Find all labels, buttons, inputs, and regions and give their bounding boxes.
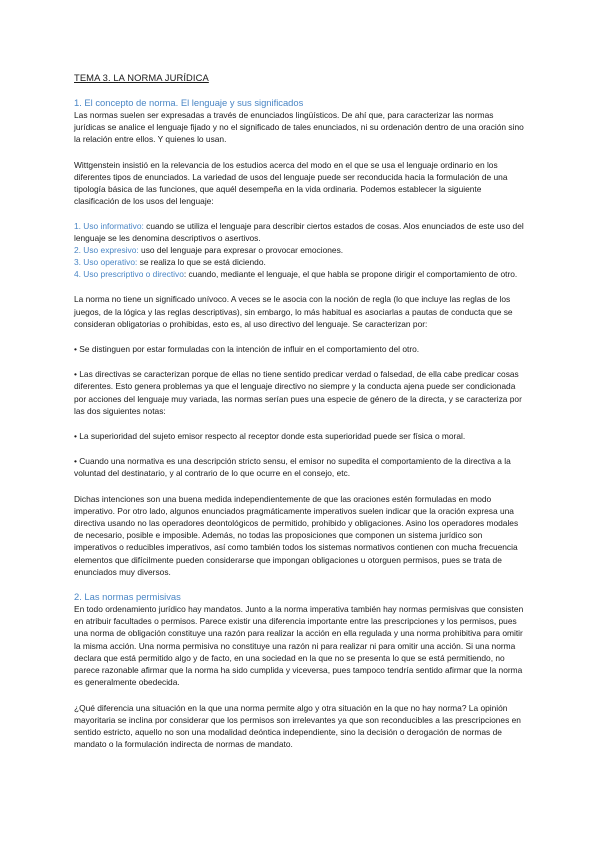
paragraph: En todo ordenamiento jurídico hay mandatos. Junto a la norma imperativa también hay normas permisivas que consisten en atribuir facultades o permisos. Parece existir una diferencia importante entre las prescripciones y los permisos, pues una norma de obligación constituye una razón para realizar la acción en ella regulada y una norma prohibitiva para omitir la misma acción. Una norma permisiva no constituye una razón ni para realizar ni para omitir una acción. Si una norma declara que está permitido algo y de facto, en una sociedad en la que no se presenta lo que se está permitiendo, no parece razonable afirmar que la norma ha sido cumplida y viceversa, pues tampoco tendría sentido afirmar que la norma es generalmente obedecida. — [74, 604, 524, 688]
bullet-item: • Cuando una normativa es una descripción stricto sensu, el emisor no supedita el comportamiento de la directiva a la voluntad del destinatario, y al contrario de lo que ocurre en el consejo, etc. — [74, 456, 511, 479]
section-2-heading: 2. Las normas permisivas — [74, 591, 181, 603]
use-text: : cuando, mediante el lenguaje, el que habla se propone dirigir el comportamiento de otro. — [183, 269, 518, 280]
list-item — [74, 220, 524, 244]
use-text: se realiza lo que se está diciendo. — [137, 257, 266, 268]
section-1-heading: 1. El concepto de norma. El lenguaje y sus significados — [74, 97, 304, 108]
paragraph: ¿Qué diferencia una situación en la que una norma permite algo y otra situación en la que no hay norma? La opinión mayoritaria se inclina por considerar que los permisos son irrelevantes ya que son reconducibles a las prescripciones en sentido estricto, aquello no son una modalidad deóntica independiente, sino la decisión o derogación de normas de mandato o la formulación indirecta de normas de mandato. — [74, 702, 521, 750]
use-label: 2. Uso expresivo: — [74, 245, 139, 256]
use-label: 3. Uso operativo: — [74, 257, 138, 268]
paragraph: La norma no tiene un significado unívoco. A veces se le asocia con la noción de regla (lo que incluye las reglas de los juegos, de la lógica y las reglas descriptivas), sin embargo, lo más habitual es asociarlas a pautas de conducta que se consideran obligatorias o prohibidas, esto es, al uso directivo del lenguaje. Se caracterizan por: — [74, 294, 513, 329]
bullet-item: • Las directivas se caracterizan porque de ellas no tiene sentido predicar verdad o falsedad, de ella cabe predicar cosas diferentes. Esto genera problemas ya que el lenguaje directivo no siempre y la conducta ajena puede ser condicionada por acciones del lenguaje muy variada, las normas serían pues una especie de género de la directa, y se caracteriza por las dos siguientes notas: — [74, 369, 522, 416]
use-text: uso del lenguaje para expresar o provocar emociones. — [138, 245, 344, 256]
bullet-item: • Se distinguen por estar formuladas con la intención de influir en el comportamiento del otro. — [74, 344, 420, 355]
list-item — [74, 268, 524, 280]
paragraph: Las normas suelen ser expresadas a través de enunciados lingüísticos. De ahí que, para caracterizar las normas jurídicas se analice el lenguaje fijado y no el significado de tales enunciados, ni su ordenación dentro de una oración sino la relación entre ellos. Y quienes lo usan. — [74, 110, 524, 145]
paragraph: Wittgenstein insistió en la relevancia de los estudios acerca del modo en el que se usa el lenguaje ordinario en los diferentes tipos de enunciados. La variedad de usos del lenguaje puede ser reconducida hacia la formulación de una tipología básica de las funciones, que aquél desempeña en la vida ordinaria. Podemos establecer la siguiente clasificación de los usos del lenguaje: — [74, 159, 508, 207]
list-item — [74, 256, 524, 268]
use-text: cuando se utiliza el lenguaje para describir ciertos estados de cosas. Alos enunciados de este uso del lenguaje se les denomina descriptivos o asertivos. — [74, 221, 524, 244]
paragraph: Dichas intenciones son una buena medida independientemente de que las oraciones estén formuladas en modo imperativo. Por otro lado, algunos enunciados pragmáticamente imperativos suelen indicar que la oración expresa una directiva usando no las operadores deontológicos de permitido, prohibido y obligaciones. Asino los operadores modales de necesario, posible e imposible. Además, no todas las proposiciones que componen un sistema jurídico son imperativos o reducibles imperativos, así como también todos los sistemas normativos contienen con mucha frecuencia elementos que difícilmente pueden considerarse que impongan obligaciones u otorguen permisos, pues se trata de enunciados muy diversos. — [74, 493, 519, 577]
use-label: 1. Uso informativo: — [74, 221, 144, 232]
document-title: TEMA 3. LA NORMA JURÍDICA — [74, 72, 209, 83]
list-item — [74, 244, 524, 256]
bullet-item: • La superioridad del sujeto emisor respecto al receptor donde esta superioridad puede ser física o moral. — [74, 431, 466, 442]
use-label: 4. Uso prescriptivo o directivo — [74, 269, 184, 280]
language-uses-list — [74, 220, 524, 280]
